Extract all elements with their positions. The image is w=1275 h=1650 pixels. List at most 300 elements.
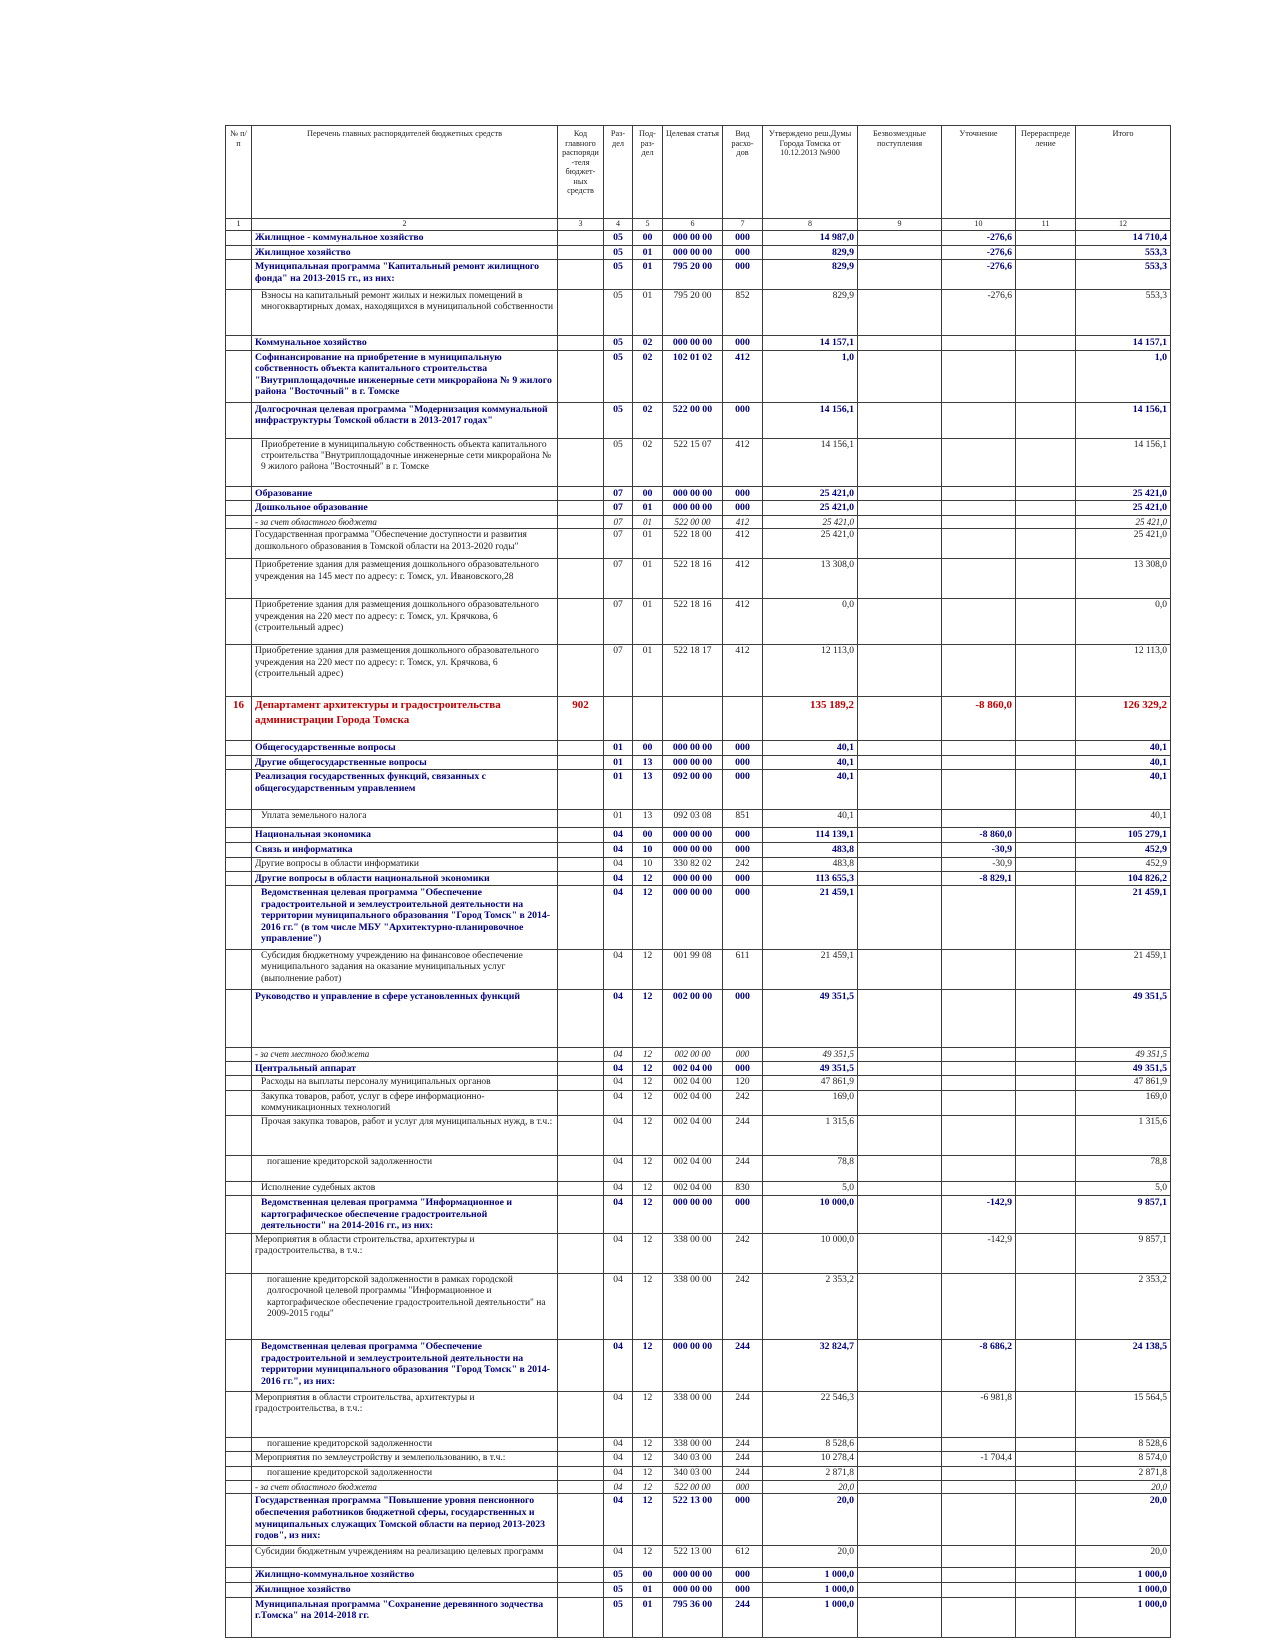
target-article-cell: 000 00 00 [663, 1583, 723, 1598]
podrazdel-cell: 13 [633, 770, 663, 810]
name-cell: Прочая закупка товаров, работ и услуг для муниципальных нужд, в т.ч.: [252, 1116, 558, 1156]
row-number-cell [226, 486, 252, 501]
clarification-cell [942, 1583, 1016, 1598]
razdel-cell: 01 [604, 755, 633, 770]
target-article-cell: 002 00 00 [663, 1048, 723, 1062]
row-number-cell [226, 290, 252, 336]
gd-code-cell [558, 529, 604, 559]
table-row [226, 1597, 1171, 1637]
total-cell: 9 857,1 [1076, 1234, 1171, 1274]
total-cell: 14 710,4 [1076, 231, 1171, 246]
clarification-cell [942, 990, 1016, 1048]
row-number-cell [226, 886, 252, 950]
gd-code-cell [558, 1452, 604, 1466]
clarification-cell: -30,9 [942, 857, 1016, 871]
gd-code-cell [558, 770, 604, 810]
razdel-cell: 04 [604, 842, 633, 857]
clarification-cell [942, 1597, 1016, 1637]
razdel-cell: 04 [604, 1546, 633, 1568]
total-cell: 1 000,0 [1076, 1583, 1171, 1598]
redistribution-cell [1016, 770, 1076, 810]
clarification-cell: -276,6 [942, 290, 1016, 336]
redistribution-cell [1016, 645, 1076, 697]
row-number-cell [226, 1480, 252, 1494]
podrazdel-cell: 12 [633, 1076, 663, 1090]
gratuitous-cell [858, 1274, 942, 1340]
name-cell: Приобретение здания для размещения дошкольного образовательного учреждения на 145 мест по адресу: г. Томск, ул. Ивановского,28 [252, 559, 558, 599]
clarification-cell: -8 686,2 [942, 1340, 1016, 1392]
name-cell: Ведомственная целевая программа "Обеспечение градостроительной и землеустроительной деятельности на территории муниципального образования "Город Томск" в 2014-2016 гг." (в том числе МБУ "Архитектурно-планировочное управление") [252, 886, 558, 950]
row-number-cell [226, 438, 252, 486]
gratuitous-cell [858, 1583, 942, 1598]
total-cell: 40,1 [1076, 770, 1171, 810]
table-row [226, 599, 1171, 645]
target-article-cell: 002 04 00 [663, 1076, 723, 1090]
redistribution-cell [1016, 828, 1076, 843]
target-article-cell: 340 03 00 [663, 1452, 723, 1466]
table-row [226, 529, 1171, 559]
table-row [226, 559, 1171, 599]
name-cell: Долгосрочная целевая программа "Модернизация коммунальной инфраструктуры Томской области в 2013-2017 годах" [252, 402, 558, 438]
total-cell: 25 421,0 [1076, 529, 1171, 559]
row-number-cell [226, 1076, 252, 1090]
row-number-cell [226, 260, 252, 290]
expense-type-cell: 000 [723, 1061, 763, 1076]
clarification-cell: -276,6 [942, 245, 1016, 260]
redistribution-cell [1016, 1076, 1076, 1090]
approved-cell: 49 351,5 [763, 990, 858, 1048]
target-article-cell: 000 00 00 [663, 245, 723, 260]
razdel-cell: 05 [604, 350, 633, 402]
gd-code-cell [558, 1274, 604, 1340]
row-number-cell [226, 950, 252, 990]
table-row [226, 857, 1171, 871]
podrazdel-cell: 01 [633, 559, 663, 599]
target-article-cell: 338 00 00 [663, 1234, 723, 1274]
gd-code-cell [558, 1568, 604, 1583]
clarification-cell [942, 1466, 1016, 1480]
redistribution-cell [1016, 871, 1076, 886]
clarification-cell [942, 1090, 1016, 1115]
podrazdel-cell: 01 [633, 599, 663, 645]
approved-cell: 1 000,0 [763, 1568, 858, 1583]
target-article-cell: 000 00 00 [663, 231, 723, 246]
total-cell: 1 000,0 [1076, 1597, 1171, 1637]
table-row [226, 1583, 1171, 1598]
podrazdel-cell: 02 [633, 402, 663, 438]
redistribution-cell [1016, 336, 1076, 351]
razdel-cell: 04 [604, 1494, 633, 1546]
razdel-cell: 04 [604, 1340, 633, 1392]
redistribution-cell [1016, 810, 1076, 828]
target-article-cell: 002 00 00 [663, 990, 723, 1048]
redistribution-cell [1016, 1392, 1076, 1438]
approved-cell: 8 528,6 [763, 1438, 858, 1452]
gratuitous-cell [858, 1466, 942, 1480]
total-cell: 105 279,1 [1076, 828, 1171, 843]
table-row [226, 260, 1171, 290]
approved-cell: 20,0 [763, 1480, 858, 1494]
gd-code-cell [558, 1480, 604, 1494]
name-cell: Уплата земельного налога [252, 810, 558, 828]
name-cell: Взносы на капитальный ремонт жилых и нежилых помещений в многоквартирных домах, находящихся в муниципальной собственности [252, 290, 558, 336]
redistribution-cell [1016, 886, 1076, 950]
redistribution-cell [1016, 290, 1076, 336]
total-cell: 40,1 [1076, 755, 1171, 770]
podrazdel-cell [633, 697, 663, 741]
gratuitous-cell [858, 1452, 942, 1466]
target-article-cell: 522 13 00 [663, 1494, 723, 1546]
approved-cell: 40,1 [763, 755, 858, 770]
clarification-cell [942, 402, 1016, 438]
gd-code-cell [558, 486, 604, 501]
approved-cell: 40,1 [763, 770, 858, 810]
clarification-cell: -142,9 [942, 1234, 1016, 1274]
table-row [226, 755, 1171, 770]
target-article-cell: 522 00 00 [663, 402, 723, 438]
budget-table [225, 125, 1171, 1638]
name-cell: Образование [252, 486, 558, 501]
clarification-cell [942, 515, 1016, 529]
redistribution-cell [1016, 1274, 1076, 1340]
expense-type-cell: 000 [723, 755, 763, 770]
podrazdel-cell: 12 [633, 886, 663, 950]
total-cell: 20,0 [1076, 1494, 1171, 1546]
name-cell: погашение кредиторской задолженности [252, 1466, 558, 1480]
table-row [226, 1061, 1171, 1076]
approved-cell: 21 459,1 [763, 950, 858, 990]
name-cell: Софинансирование на приобретение в муниципальную собственность объекта капитального строительства "Внутриплощадочные инженерные сети микрорайона № 9 жилого района "Восточный" в г. Томске [252, 350, 558, 402]
gratuitous-cell [858, 260, 942, 290]
razdel-cell: 07 [604, 645, 633, 697]
table-row [226, 402, 1171, 438]
razdel-cell: 04 [604, 1452, 633, 1466]
col-header-gd-code: Код главного распоряди-теля бюджет-ных средств [558, 126, 604, 219]
razdel-cell: 04 [604, 1438, 633, 1452]
gd-code-cell [558, 501, 604, 516]
name-cell: Ведомственная целевая программа "Информационное и картографическое обеспечение градостроительной деятельности" на 2014-2016 гг., из них: [252, 1196, 558, 1234]
redistribution-cell [1016, 1156, 1076, 1182]
razdel-cell: 04 [604, 886, 633, 950]
table-row [226, 770, 1171, 810]
row-number-cell [226, 402, 252, 438]
podrazdel-cell: 12 [633, 1494, 663, 1546]
expense-type-cell: 000 [723, 402, 763, 438]
approved-cell: 2 353,2 [763, 1274, 858, 1340]
razdel-cell [604, 697, 633, 741]
approved-cell: 32 824,7 [763, 1340, 858, 1392]
gratuitous-cell [858, 1076, 942, 1090]
gratuitous-cell [858, 1546, 942, 1568]
redistribution-cell [1016, 755, 1076, 770]
gd-code-cell [558, 741, 604, 756]
expense-type-cell: 242 [723, 1274, 763, 1340]
podrazdel-cell: 12 [633, 1182, 663, 1196]
approved-cell: 25 421,0 [763, 529, 858, 559]
redistribution-cell [1016, 1583, 1076, 1598]
expense-type-cell: 244 [723, 1597, 763, 1637]
total-cell: 169,0 [1076, 1090, 1171, 1115]
clarification-cell [942, 1156, 1016, 1182]
name-cell: Расходы на выплаты персоналу муниципальных органов [252, 1076, 558, 1090]
approved-cell: 78,8 [763, 1156, 858, 1182]
target-article-cell: 522 18 17 [663, 645, 723, 697]
name-cell: Приобретение в муниципальную собственность объекта капитального строительства "Внутриплощадочные инженерные сети микрорайона № 9 жилого района "Восточный" в г. Томске [252, 438, 558, 486]
row-number-cell: 16 [226, 697, 252, 741]
gd-code-cell [558, 842, 604, 857]
target-article-cell: 522 18 16 [663, 559, 723, 599]
expense-type-cell: 244 [723, 1340, 763, 1392]
podrazdel-cell: 12 [633, 1466, 663, 1480]
redistribution-cell [1016, 1480, 1076, 1494]
redistribution-cell [1016, 260, 1076, 290]
clarification-cell: -276,6 [942, 231, 1016, 246]
gratuitous-cell [858, 245, 942, 260]
redistribution-cell [1016, 1196, 1076, 1234]
gratuitous-cell [858, 1438, 942, 1452]
name-cell: Муниципальная программа "Сохранение деревянного зодчества г.Томска" на 2014-2018 гг. [252, 1597, 558, 1637]
clarification-cell [942, 950, 1016, 990]
razdel-cell: 01 [604, 741, 633, 756]
col-number: 3 [558, 219, 604, 231]
gd-code-cell [558, 515, 604, 529]
gratuitous-cell [858, 1494, 942, 1546]
name-cell: - за счет местного бюджета [252, 1048, 558, 1062]
gratuitous-cell [858, 1156, 942, 1182]
gratuitous-cell [858, 741, 942, 756]
expense-type-cell: 244 [723, 1156, 763, 1182]
gd-code-cell [558, 1156, 604, 1182]
razdel-cell: 04 [604, 950, 633, 990]
razdel-cell: 07 [604, 559, 633, 599]
podrazdel-cell: 13 [633, 810, 663, 828]
name-cell: - за счет областного бюджета [252, 1480, 558, 1494]
name-cell: Ведомственная целевая программа "Обеспечение градостроительной и землеустроительной деятельности на территории муниципального образования "Город Томск" в 2014-2016 гг.", из них: [252, 1340, 558, 1392]
podrazdel-cell: 12 [633, 1090, 663, 1115]
total-cell: 2 871,8 [1076, 1466, 1171, 1480]
gratuitous-cell [858, 810, 942, 828]
expense-type-cell: 000 [723, 1583, 763, 1598]
gratuitous-cell [858, 990, 942, 1048]
target-article-cell: 002 04 00 [663, 1156, 723, 1182]
clarification-cell [942, 810, 1016, 828]
row-number-cell [226, 1234, 252, 1274]
clarification-cell [942, 1061, 1016, 1076]
row-number-cell [226, 1090, 252, 1115]
table-row [226, 231, 1171, 246]
row-number-cell [226, 231, 252, 246]
table-header-row [226, 126, 1171, 219]
row-number-cell [226, 350, 252, 402]
expense-type-cell: 412 [723, 529, 763, 559]
clarification-cell [942, 501, 1016, 516]
col-number: 5 [633, 219, 663, 231]
approved-cell: 1 315,6 [763, 1116, 858, 1156]
expense-type-cell: 120 [723, 1076, 763, 1090]
target-article-cell: 795 36 00 [663, 1597, 723, 1637]
gd-code-cell [558, 336, 604, 351]
redistribution-cell [1016, 501, 1076, 516]
total-cell: 25 421,0 [1076, 486, 1171, 501]
redistribution-cell [1016, 1466, 1076, 1480]
col-header-podrazdel: Под-раз-дел [633, 126, 663, 219]
row-number-cell [226, 559, 252, 599]
razdel-cell: 04 [604, 1076, 633, 1090]
total-cell: 553,3 [1076, 290, 1171, 336]
col-header-target-article: Целевая статья [663, 126, 723, 219]
target-article-cell: 002 04 00 [663, 1090, 723, 1115]
approved-cell: 829,9 [763, 260, 858, 290]
gd-code-cell [558, 857, 604, 871]
gratuitous-cell [858, 1061, 942, 1076]
podrazdel-cell: 12 [633, 1048, 663, 1062]
gd-code-cell [558, 1340, 604, 1392]
gratuitous-cell [858, 1234, 942, 1274]
row-number-cell [226, 842, 252, 857]
gratuitous-cell [858, 1597, 942, 1637]
gd-code-cell [558, 1076, 604, 1090]
gratuitous-cell [858, 886, 942, 950]
gratuitous-cell [858, 290, 942, 336]
target-article-cell: 002 04 00 [663, 1061, 723, 1076]
podrazdel-cell: 02 [633, 336, 663, 351]
total-cell: 49 351,5 [1076, 1061, 1171, 1076]
name-cell: Муниципальная программа "Капитальный ремонт жилищного фонда" на 2013-2015 гг., из них: [252, 260, 558, 290]
gratuitous-cell [858, 599, 942, 645]
target-article-cell: 338 00 00 [663, 1438, 723, 1452]
gratuitous-cell [858, 1090, 942, 1115]
target-article-cell: 000 00 00 [663, 501, 723, 516]
table-row [226, 871, 1171, 886]
razdel-cell: 05 [604, 402, 633, 438]
podrazdel-cell: 01 [633, 515, 663, 529]
expense-type-cell: 412 [723, 599, 763, 645]
gratuitous-cell [858, 857, 942, 871]
clarification-cell: -142,9 [942, 1196, 1016, 1234]
row-number-cell [226, 1546, 252, 1568]
total-cell: 1,0 [1076, 350, 1171, 402]
table-row [226, 697, 1171, 741]
gratuitous-cell [858, 515, 942, 529]
row-number-cell [226, 741, 252, 756]
expense-type-cell: 244 [723, 1392, 763, 1438]
name-cell: Другие вопросы в области информатики [252, 857, 558, 871]
col-number: 4 [604, 219, 633, 231]
podrazdel-cell: 10 [633, 857, 663, 871]
target-article-cell: 000 00 00 [663, 741, 723, 756]
gd-code-cell [558, 1234, 604, 1274]
table-row [226, 1090, 1171, 1115]
total-cell: 9 857,1 [1076, 1196, 1171, 1234]
approved-cell: 12 113,0 [763, 645, 858, 697]
redistribution-cell [1016, 990, 1076, 1048]
approved-cell: 1,0 [763, 350, 858, 402]
row-number-cell [226, 1494, 252, 1546]
expense-type-cell: 000 [723, 231, 763, 246]
table-row [226, 1274, 1171, 1340]
razdel-cell: 04 [604, 1048, 633, 1062]
razdel-cell: 04 [604, 1182, 633, 1196]
podrazdel-cell: 00 [633, 741, 663, 756]
row-number-cell [226, 336, 252, 351]
total-cell: 1 000,0 [1076, 1568, 1171, 1583]
gratuitous-cell [858, 350, 942, 402]
podrazdel-cell: 00 [633, 828, 663, 843]
target-article-cell: 522 00 00 [663, 1480, 723, 1494]
razdel-cell: 04 [604, 857, 633, 871]
expense-type-cell: 000 [723, 1494, 763, 1546]
target-article-cell: 000 00 00 [663, 886, 723, 950]
row-number-cell [226, 1568, 252, 1583]
col-number: 9 [858, 219, 942, 231]
gd-code-cell: 902 [558, 697, 604, 741]
gratuitous-cell [858, 645, 942, 697]
razdel-cell: 05 [604, 260, 633, 290]
table-row [226, 1156, 1171, 1182]
podrazdel-cell: 12 [633, 1274, 663, 1340]
row-number-cell [226, 1048, 252, 1062]
approved-cell: 10 000,0 [763, 1196, 858, 1234]
name-cell: Центральный аппарат [252, 1061, 558, 1076]
table-row [226, 501, 1171, 516]
approved-cell: 169,0 [763, 1090, 858, 1115]
redistribution-cell [1016, 950, 1076, 990]
razdel-cell: 05 [604, 231, 633, 246]
gratuitous-cell [858, 1480, 942, 1494]
clarification-cell [942, 336, 1016, 351]
name-cell: Государственная программа "Обеспечение доступности и развития дошкольного образования в Томской области на 2013-2020 годы" [252, 529, 558, 559]
total-cell: 25 421,0 [1076, 515, 1171, 529]
gratuitous-cell [858, 755, 942, 770]
expense-type-cell: 000 [723, 486, 763, 501]
expense-type-cell: 000 [723, 1048, 763, 1062]
name-cell: Жилищное - коммунальное хозяйство [252, 231, 558, 246]
name-cell: Связь и информатика [252, 842, 558, 857]
expense-type-cell: 000 [723, 501, 763, 516]
total-cell: 14 156,1 [1076, 438, 1171, 486]
row-number-cell [226, 1274, 252, 1340]
name-cell: Субсидии бюджетным учреждениям на реализацию целевых программ [252, 1546, 558, 1568]
name-cell: Другие вопросы в области национальной экономики [252, 871, 558, 886]
name-cell: Реализация государственных функций, связанных с общегосударственным управлением [252, 770, 558, 810]
gd-code-cell [558, 886, 604, 950]
podrazdel-cell: 01 [633, 529, 663, 559]
row-number-cell [226, 245, 252, 260]
total-cell: 2 353,2 [1076, 1274, 1171, 1340]
expense-type-cell: 000 [723, 842, 763, 857]
redistribution-cell [1016, 1568, 1076, 1583]
approved-cell: 135 189,2 [763, 697, 858, 741]
gd-code-cell [558, 1048, 604, 1062]
gd-code-cell [558, 990, 604, 1048]
table-row [226, 1480, 1171, 1494]
total-cell: 21 459,1 [1076, 950, 1171, 990]
gratuitous-cell [858, 697, 942, 741]
total-cell: 14 156,1 [1076, 402, 1171, 438]
name-cell: Закупка товаров, работ, услуг в сфере информационно-коммуникационных технологий [252, 1090, 558, 1115]
expense-type-cell: 412 [723, 438, 763, 486]
table-row [226, 1182, 1171, 1196]
expense-type-cell: 000 [723, 741, 763, 756]
redistribution-cell [1016, 529, 1076, 559]
table-row [226, 741, 1171, 756]
name-cell: Общегосударственные вопросы [252, 741, 558, 756]
target-article-cell: 000 00 00 [663, 1340, 723, 1392]
podrazdel-cell: 00 [633, 1568, 663, 1583]
total-cell: 25 421,0 [1076, 501, 1171, 516]
expense-type-cell: 000 [723, 1568, 763, 1583]
row-number-cell [226, 1156, 252, 1182]
